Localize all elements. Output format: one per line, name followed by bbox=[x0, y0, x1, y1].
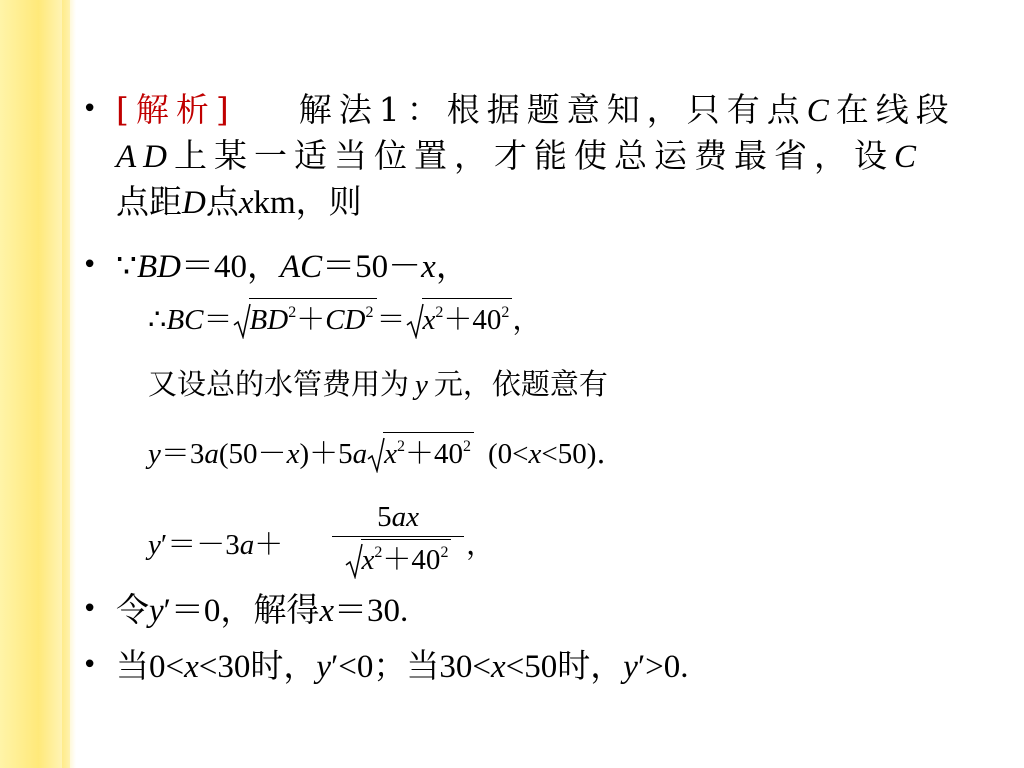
var-x: x bbox=[384, 438, 397, 470]
var-x: x bbox=[286, 438, 300, 470]
solution-line-critical bbox=[116, 590, 408, 631]
var-y: y bbox=[148, 529, 161, 561]
bullet-2: • bbox=[82, 250, 98, 280]
plus-40: ＋40 bbox=[382, 544, 441, 576]
bullet-4: • bbox=[82, 650, 98, 680]
line6-text-b: 元，依题意有 bbox=[433, 367, 608, 401]
var-y: y bbox=[316, 649, 332, 685]
var-x: x bbox=[422, 304, 436, 336]
line7-eq: ＝3 bbox=[160, 438, 205, 470]
var-bd: BD bbox=[249, 304, 289, 336]
line6-text-a: 又设总的水管费用为 bbox=[148, 367, 410, 401]
var-a: a bbox=[352, 438, 368, 470]
analysis-label: [解析] bbox=[116, 90, 236, 129]
var-y: y bbox=[148, 438, 161, 470]
plus-sign: ＋ bbox=[296, 304, 326, 336]
line4-end: ， bbox=[435, 246, 469, 285]
exponent: 2 bbox=[365, 304, 374, 321]
var-y: y bbox=[415, 369, 428, 401]
line9-text-a: 令 bbox=[116, 590, 149, 629]
exponent: 2 bbox=[501, 304, 510, 321]
var-ac: AC bbox=[280, 249, 323, 285]
exponent: 2 bbox=[374, 544, 383, 561]
radicand-3 bbox=[383, 432, 474, 474]
line9-text-c: ＝30. bbox=[334, 593, 409, 629]
because-symbol: ∵ bbox=[116, 246, 137, 285]
therefore-symbol: ∴ bbox=[148, 302, 167, 336]
bullet-1: • bbox=[82, 94, 98, 124]
num-5: 5 bbox=[377, 501, 392, 533]
cost-function bbox=[148, 432, 606, 483]
exponent: 2 bbox=[440, 544, 449, 561]
var-y: y bbox=[149, 593, 164, 629]
var-ad: AD bbox=[116, 139, 174, 175]
line10-text-b: <30时， bbox=[198, 649, 317, 685]
var-bd: BD bbox=[137, 249, 181, 285]
var-x: x bbox=[238, 185, 254, 221]
line7-p1: (50－ bbox=[218, 438, 287, 470]
radicand-4 bbox=[361, 539, 452, 580]
derivative-eq: ′＝－3 bbox=[160, 529, 240, 561]
line9-text-b: ′＝0，解得 bbox=[163, 593, 320, 629]
solution-line-1 bbox=[116, 90, 956, 131]
fraction-denominator bbox=[332, 539, 464, 579]
var-c: C bbox=[806, 93, 836, 129]
derivative-line bbox=[148, 524, 283, 565]
var-c: C bbox=[894, 139, 924, 175]
decorative-stripe bbox=[0, 0, 70, 768]
var-x: x bbox=[319, 593, 335, 629]
var-d: D bbox=[182, 185, 206, 221]
var-x: x bbox=[528, 438, 542, 470]
line10-text-c: ′<0；当30< bbox=[331, 649, 492, 685]
line7-p2: )＋5 bbox=[299, 438, 353, 470]
domain-start: (0< bbox=[488, 438, 529, 470]
period: . bbox=[596, 436, 606, 470]
exponent: 2 bbox=[396, 438, 405, 455]
derivative-fraction bbox=[332, 500, 464, 579]
plus-40: ＋40 bbox=[404, 438, 463, 470]
var-y: y bbox=[623, 649, 638, 685]
fraction-numerator bbox=[332, 500, 464, 534]
plus-sign: ＋ bbox=[254, 529, 284, 561]
exponent: 2 bbox=[288, 304, 297, 321]
var-a: a bbox=[239, 529, 255, 561]
var-cd: CD bbox=[325, 304, 366, 336]
line3-text-a: 点距 bbox=[116, 182, 182, 221]
line10-text-d: <50时， bbox=[505, 649, 624, 685]
line3-text-b: 点 bbox=[205, 182, 239, 221]
line1-text-a: 解法1：根据题意知，只有点 bbox=[298, 90, 807, 129]
decorative-stripe-edge bbox=[62, 0, 76, 768]
radicand-2 bbox=[422, 298, 513, 340]
solution-line-2 bbox=[116, 136, 923, 177]
solution-line-monotonic bbox=[116, 646, 689, 687]
var-x: x bbox=[361, 544, 375, 576]
var-ax: ax bbox=[391, 501, 419, 533]
bullet-3: • bbox=[82, 594, 98, 624]
plus-40: ＋40 bbox=[443, 304, 502, 336]
line10-text-a: 当0< bbox=[116, 649, 185, 685]
solution-line-3 bbox=[116, 182, 362, 223]
derivative-end: ， bbox=[466, 527, 496, 561]
formula-bc bbox=[148, 298, 541, 349]
comma: ， bbox=[512, 302, 542, 336]
var-bc: BC bbox=[166, 304, 204, 336]
line4-eq1: ＝40， bbox=[181, 249, 280, 285]
exponent: 2 bbox=[435, 304, 444, 321]
equals-sign: ＝ bbox=[376, 304, 406, 336]
cost-definition-line bbox=[148, 364, 608, 405]
line2-text-a: 上某一适当位置，才能使总运费最省，设 bbox=[174, 136, 894, 175]
exponent: 2 bbox=[463, 438, 471, 455]
line10-text-e: ′>0. bbox=[637, 649, 689, 685]
line3-text-c: km，则 bbox=[253, 185, 362, 221]
radicand-1 bbox=[249, 298, 377, 340]
domain-end: <50) bbox=[541, 438, 597, 470]
var-x: x bbox=[421, 249, 436, 285]
line1-text-b: 在线段 bbox=[835, 90, 956, 129]
fraction-bar bbox=[332, 536, 464, 537]
var-x: x bbox=[184, 649, 199, 685]
equals-sign: ＝ bbox=[203, 304, 233, 336]
line4-eq2: ＝50－ bbox=[322, 249, 422, 285]
var-a: a bbox=[204, 438, 219, 470]
solution-line-4 bbox=[116, 246, 469, 287]
var-x: x bbox=[491, 649, 506, 685]
